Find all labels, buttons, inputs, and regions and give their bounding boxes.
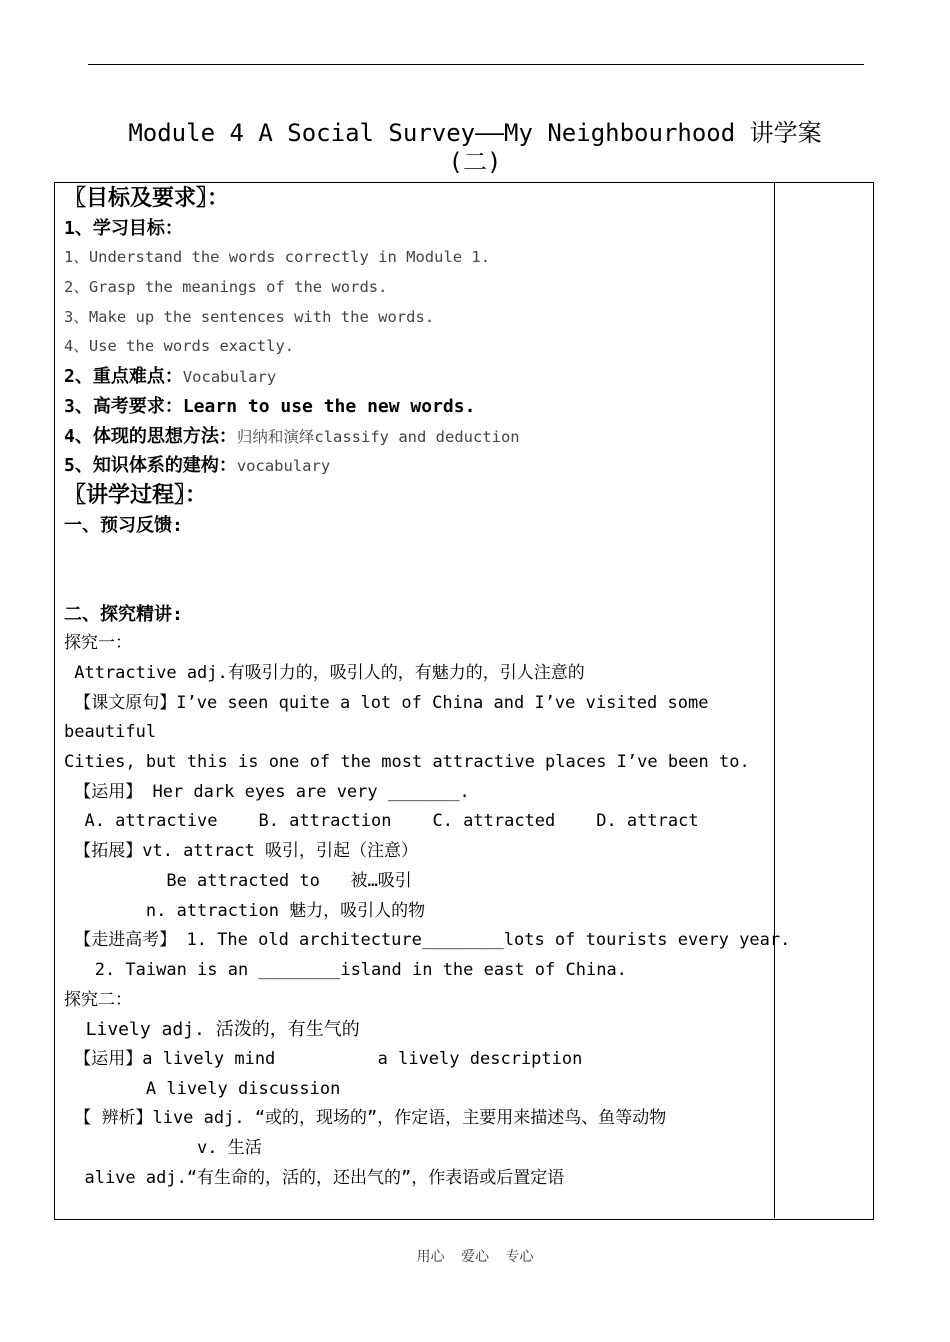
method-label: 4、体现的思想方法： <box>64 425 237 447</box>
explore2-label: 探究二： <box>64 989 132 1010</box>
page-footer <box>0 1246 950 1266</box>
system-row <box>64 451 770 481</box>
footer-item: 专心 <box>505 1249 534 1265</box>
key-points-value: Vocabulary <box>182 368 277 387</box>
header-rule <box>88 64 864 65</box>
original-sentence-line: 【课文原句】I’ve seen quite a lot of China and I’ve visited some <box>64 692 709 713</box>
goal-item: 4、Use the words exactly. <box>64 337 295 356</box>
process-heading: 〖讲学过程〗： <box>64 482 208 508</box>
lively-definition: Lively adj. 活泼的，有生气的 <box>64 1019 360 1041</box>
exam-value: Learn to use the new words. <box>182 395 476 417</box>
attractive-definition: Attractive adj.有吸引力的，吸引人的，有魅力的，引人注意的 <box>64 663 585 683</box>
system-value: vocabulary <box>236 457 331 476</box>
distinguish-line: v. 生活 <box>64 1138 262 1158</box>
distinguish-line: 【 辨析】live adj. “或的，现场的”，作定语，主要用来描述鸟、鱼等动物 <box>64 1108 667 1129</box>
original-sentence-line: Cities, but this is one of the most attractive places I’ve been to. <box>64 752 750 773</box>
alive-line: alive adj.“有生命的，活的，还出气的”，作表语或后置定语 <box>64 1167 565 1188</box>
page-title <box>60 118 890 176</box>
expand-line: n. attraction 魅力，吸引人的物 <box>64 900 426 921</box>
preview-label: 一、预习反馈: <box>64 514 183 536</box>
expand-line: Be attracted to 被…吸引 <box>64 870 412 891</box>
table-main-cell <box>64 184 791 1193</box>
table-column-divider <box>774 182 775 1218</box>
answer-options: A. attractive B. attraction C. attracted D. attract <box>64 811 699 832</box>
gaokao-question: 【走进高考】 1. The old architecture________lots of tourists every year. <box>64 930 791 951</box>
blank-line <box>64 570 770 600</box>
goal-item: 3、Make up the sentences with the words. <box>64 307 435 326</box>
goal-item: 2、Grasp the meanings of the words. <box>64 278 388 297</box>
use-question: 【运用】 Her dark eyes are very _______. <box>64 781 470 802</box>
goal-item: 1、Understand the words correctly in Module 1. <box>64 248 491 267</box>
method-row <box>64 422 770 452</box>
use2-line: 【运用】a lively mind a lively description <box>64 1048 583 1069</box>
key-points-label: 2、重点难点： <box>64 366 183 388</box>
system-label: 5、知识体系的建构： <box>64 455 237 477</box>
footer-item: 用心 <box>416 1249 445 1265</box>
explore1-label: 探究一： <box>64 633 132 654</box>
blank-line <box>64 540 770 570</box>
gaokao-question: 2. Taiwan is an ________island in the east of China. <box>64 959 627 980</box>
goals-heading: 〖目标及要求〗： <box>64 186 230 211</box>
exam-row <box>64 392 770 422</box>
exam-label: 3、高考要求： <box>64 395 183 417</box>
use2-line: A lively discussion <box>64 1078 341 1099</box>
method-value: 归纳和演绎classify and deduction <box>236 427 520 446</box>
explore-label: 二、探究精讲: <box>64 603 183 625</box>
key-points-row <box>64 362 770 392</box>
title-text: Module 4 A Social Survey——My Neighbourhood 讲学案 <box>128 119 822 147</box>
study-goals-label: 1、学习目标： <box>64 217 183 239</box>
footer-item: 爱心 <box>461 1249 489 1265</box>
title-subtitle: (二) <box>448 148 502 176</box>
expand-line: 【拓展】vt. attract 吸引，引起（注意） <box>64 841 419 862</box>
original-sentence-line: beautiful <box>64 722 157 743</box>
